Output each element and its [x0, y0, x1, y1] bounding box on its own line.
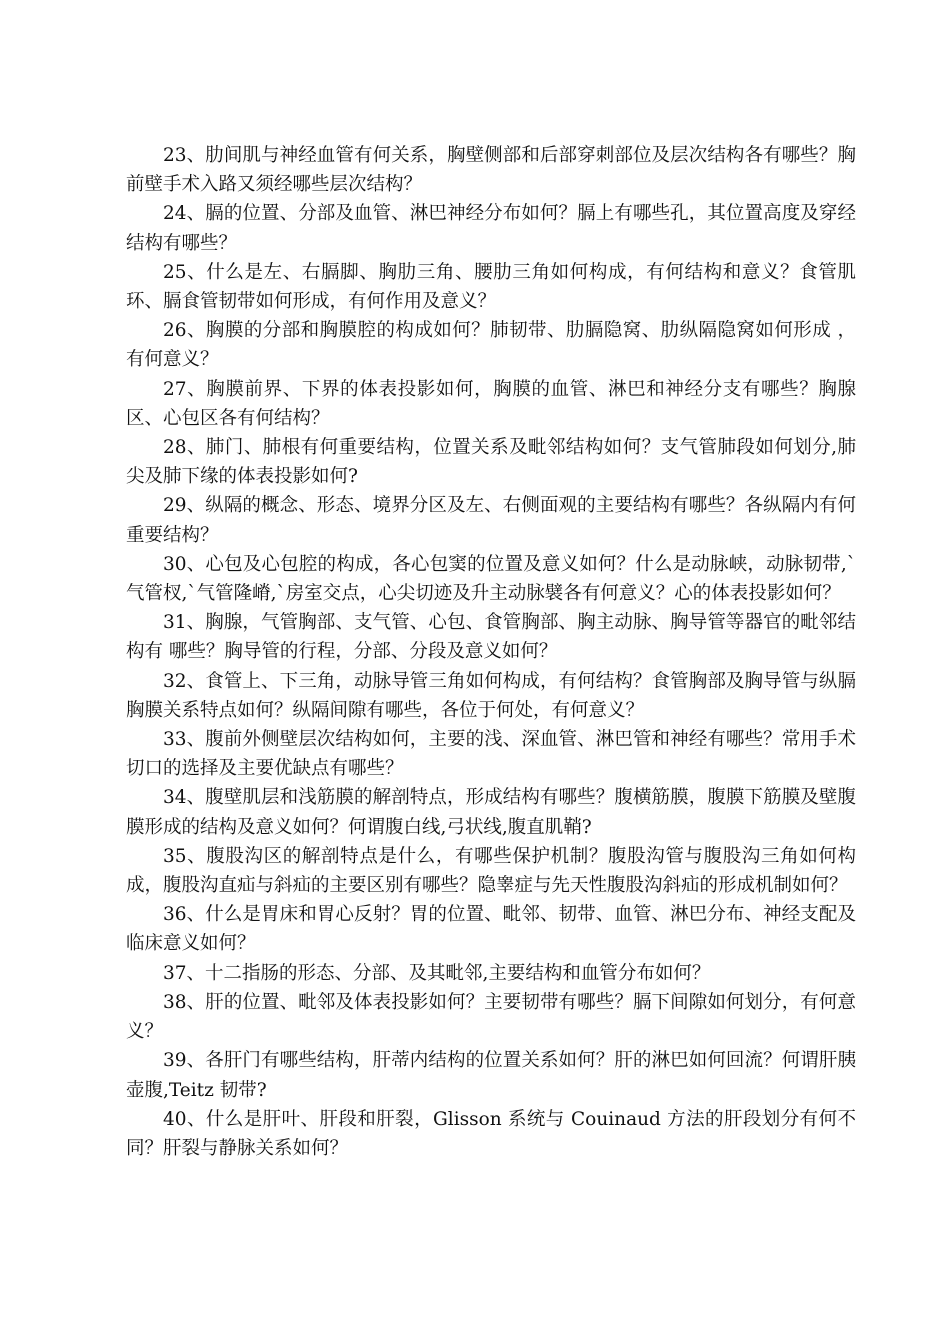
question-29: 29、纵隔的概念、形态、境界分区及左、右侧面观的主要结构有哪些？各纵隔内有何重要结构？	[126, 495, 856, 546]
question-26: 26、胸膜的分部和胸膜腔的构成如何？肺韧带、肋膈隐窝、肋纵隔隐窝如何形成 ，有何意义？	[126, 320, 856, 371]
question-31: 31、胸腺，气管胸部、支气管、心包、食管胸部、胸主动脉、胸导管等器官的毗邻结构有 哪些？胸导管的行程，分部、分段及意义如何？	[126, 612, 856, 663]
question-28: 28、肺门、肺根有何重要结构，位置关系及毗邻结构如何？支气管肺段如何划分,肺尖及肺下缘的体表投影如何?	[126, 437, 856, 488]
question-40: 40、什么是肝叶、肝段和肝裂，Glisson 系统与 Couinaud 方法的肝段划分有何不同？肝裂与静脉关系如何？	[126, 1108, 856, 1159]
question-37: 37、十二指肠的形态、分部、及其毗邻,主要结构和血管分布如何？	[163, 962, 711, 984]
question-24: 24、膈的位置、分部及血管、淋巴神经分布如何？膈上有哪些孔，其位置高度及穿经结构有哪些？	[126, 203, 856, 254]
question-27: 27、胸膜前界、下界的体表投影如何，胸膜的血管、淋巴和神经分支有哪些？胸腺区、心包区各有何结构？	[126, 378, 856, 429]
question-33: 33、腹前外侧壁层次结构如何，主要的浅、深血管、淋巴管和神经有哪些？常用手术切口的选择及主要优缺点有哪些？	[126, 729, 856, 780]
question-38: 38、肝的位置、毗邻及体表投影如何？主要韧带有哪些？膈下间隙如何划分，有何意义？	[126, 991, 856, 1043]
question-32: 32、食管上、下三角，动脉导管三角如何构成，有何结构？食管胸部及胸导管与纵膈胸膜关系特点如何？纵隔间隙有哪些，各位于何处，有何意义？	[126, 670, 856, 721]
question-34: 34、腹壁肌层和浅筋膜的解剖特点，形成结构有哪些？腹横筋膜，腹膜下筋膜及壁腹膜形成的结构及意义如何？何谓腹白线,弓状线,腹直肌鞘?	[126, 787, 856, 838]
question-35: 35、腹股沟区的解剖特点是什么，有哪些保护机制？腹股沟管与腹股沟三角如何构成，腹股沟直疝与斜疝的主要区别有哪些？隐睾症与先天性腹股沟斜疝的形成机制如何？	[126, 845, 856, 897]
question-23: 23、肋间肌与神经血管有何关系，胸壁侧部和后部穿刺部位及层次结构各有哪些？胸前壁手术入路又须经哪些层次结构？	[126, 145, 856, 196]
question-39: 39、各肝门有哪些结构，肝蒂内结构的位置关系如何？肝的淋巴如何回流？何谓肝胰壶腹,Teitz 韧带?	[126, 1050, 856, 1101]
question-30: 30、心包及心包腔的构成，各心包窦的位置及意义如何？什么是动脉峡，动脉韧带,`气管杈,`气管隆嵴,`房室交点，心尖切迹及升主动脉襞各有何意义？心的体表投影如何？	[126, 553, 856, 605]
question-25: 25、什么是左、右膈脚、胸肋三角、腰肋三角如何构成，有何结构和意义？食管肌环、膈食管韧带如何形成，有何作用及意义？	[126, 261, 856, 313]
question-list	[126, 141, 856, 1163]
question-36: 36、什么是胃床和胃心反射？胃的位置、毗邻、韧带、血管、淋巴分布、神经支配及临床意义如何？	[126, 904, 856, 955]
